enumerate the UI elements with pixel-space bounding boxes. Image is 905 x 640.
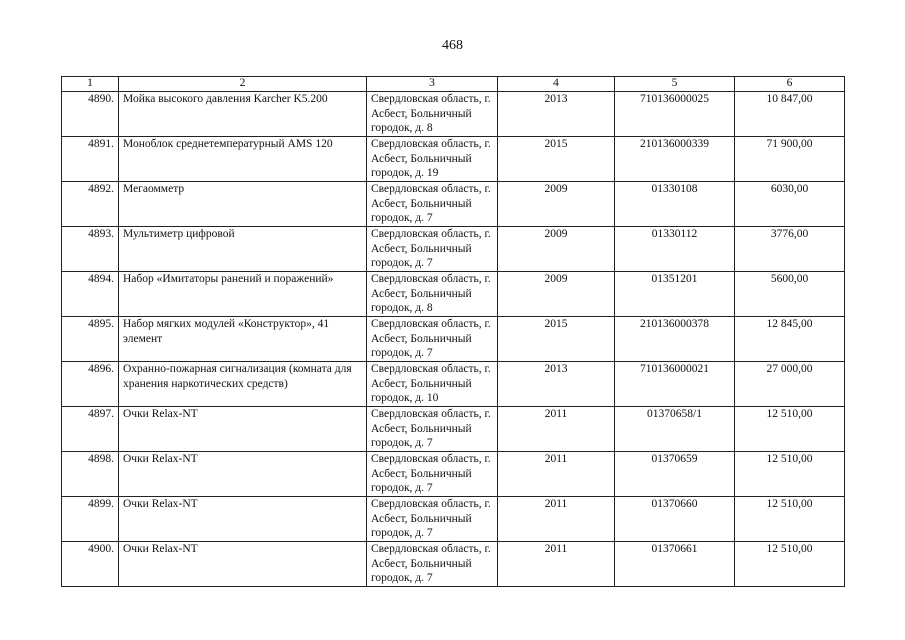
table-row xyxy=(62,452,845,497)
row-number: 4894. xyxy=(62,272,119,317)
item-address: Свердловская область, г. Асбест, Больничный городок, д. 7 xyxy=(367,182,498,227)
item-cost: 3776,00 xyxy=(735,227,845,272)
table-row xyxy=(62,182,845,227)
item-cost: 12 510,00 xyxy=(735,407,845,452)
item-inventory-number: 710136000025 xyxy=(615,92,735,137)
item-year: 2009 xyxy=(498,227,615,272)
item-year: 2013 xyxy=(498,92,615,137)
row-number: 4890. xyxy=(62,92,119,137)
item-name: Мультиметр цифровой xyxy=(119,227,367,272)
item-address: Свердловская область, г. Асбест, Больничный городок, д. 7 xyxy=(367,452,498,497)
item-name: Очки Relax-NT xyxy=(119,497,367,542)
item-year: 2009 xyxy=(498,272,615,317)
item-name: Набор «Имитаторы ранений и поражений» xyxy=(119,272,367,317)
item-inventory-number: 01370660 xyxy=(615,497,735,542)
table-row xyxy=(62,362,845,407)
item-address: Свердловская область, г. Асбест, Больничный городок, д. 7 xyxy=(367,542,498,587)
item-year: 2011 xyxy=(498,497,615,542)
row-number: 4899. xyxy=(62,497,119,542)
item-name: Моноблок среднетемпературный AMS 120 xyxy=(119,137,367,182)
property-registry-table xyxy=(61,76,845,587)
table-row xyxy=(62,407,845,452)
column-number-header-row xyxy=(62,77,845,92)
item-year: 2013 xyxy=(498,362,615,407)
table-row xyxy=(62,497,845,542)
item-address: Свердловская область, г. Асбест, Больничный городок, д. 7 xyxy=(367,227,498,272)
row-number: 4898. xyxy=(62,452,119,497)
item-name: Очки Relax-NT xyxy=(119,452,367,497)
item-name: Набор мягких модулей «Конструктор», 41 элемент xyxy=(119,317,367,362)
item-address: Свердловская область, г. Асбест, Больничный городок, д. 10 xyxy=(367,362,498,407)
item-name: Очки Relax-NT xyxy=(119,542,367,587)
item-cost: 5600,00 xyxy=(735,272,845,317)
column-header-6: 6 xyxy=(735,77,845,92)
row-number: 4892. xyxy=(62,182,119,227)
column-header-2: 2 xyxy=(119,77,367,92)
column-header-5: 5 xyxy=(615,77,735,92)
item-address: Свердловская область, г. Асбест, Больничный городок, д. 19 xyxy=(367,137,498,182)
table-row xyxy=(62,272,845,317)
column-header-1: 1 xyxy=(62,77,119,92)
item-inventory-number: 01330108 xyxy=(615,182,735,227)
item-inventory-number: 01370661 xyxy=(615,542,735,587)
item-inventory-number: 01370659 xyxy=(615,452,735,497)
item-inventory-number: 210136000339 xyxy=(615,137,735,182)
item-cost: 6030,00 xyxy=(735,182,845,227)
item-year: 2011 xyxy=(498,452,615,497)
item-inventory-number: 710136000021 xyxy=(615,362,735,407)
item-cost: 27 000,00 xyxy=(735,362,845,407)
item-cost: 12 510,00 xyxy=(735,452,845,497)
item-inventory-number: 01370658/1 xyxy=(615,407,735,452)
row-number: 4895. xyxy=(62,317,119,362)
row-number: 4891. xyxy=(62,137,119,182)
item-year: 2011 xyxy=(498,407,615,452)
row-number: 4897. xyxy=(62,407,119,452)
page-number: 468 xyxy=(442,38,463,53)
item-cost: 71 900,00 xyxy=(735,137,845,182)
item-year: 2015 xyxy=(498,317,615,362)
row-number: 4896. xyxy=(62,362,119,407)
item-year: 2015 xyxy=(498,137,615,182)
column-header-4: 4 xyxy=(498,77,615,92)
item-cost: 12 845,00 xyxy=(735,317,845,362)
item-cost: 12 510,00 xyxy=(735,497,845,542)
item-address: Свердловская область, г. Асбест, Больничный городок, д. 7 xyxy=(367,317,498,362)
item-inventory-number: 210136000378 xyxy=(615,317,735,362)
item-address: Свердловская область, г. Асбест, Больничный городок, д. 7 xyxy=(367,407,498,452)
item-address: Свердловская область, г. Асбест, Больничный городок, д. 8 xyxy=(367,92,498,137)
item-name: Мегаомметр xyxy=(119,182,367,227)
item-year: 2009 xyxy=(498,182,615,227)
item-cost: 10 847,00 xyxy=(735,92,845,137)
column-header-3: 3 xyxy=(367,77,498,92)
item-year: 2011 xyxy=(498,542,615,587)
row-number: 4893. xyxy=(62,227,119,272)
item-inventory-number: 01330112 xyxy=(615,227,735,272)
item-address: Свердловская область, г. Асбест, Больничный городок, д. 7 xyxy=(367,497,498,542)
table-row xyxy=(62,542,845,587)
item-inventory-number: 01351201 xyxy=(615,272,735,317)
table-row xyxy=(62,92,845,137)
row-number: 4900. xyxy=(62,542,119,587)
table-row xyxy=(62,137,845,182)
item-name: Очки Relax-NT xyxy=(119,407,367,452)
item-cost: 12 510,00 xyxy=(735,542,845,587)
item-address: Свердловская область, г. Асбест, Больничный городок, д. 8 xyxy=(367,272,498,317)
item-name: Охранно-пожарная сигнализация (комната для хранения наркотических средств) xyxy=(119,362,367,407)
table-row xyxy=(62,317,845,362)
table-row xyxy=(62,227,845,272)
item-name: Мойка высокого давления Karcher K5.200 xyxy=(119,92,367,137)
